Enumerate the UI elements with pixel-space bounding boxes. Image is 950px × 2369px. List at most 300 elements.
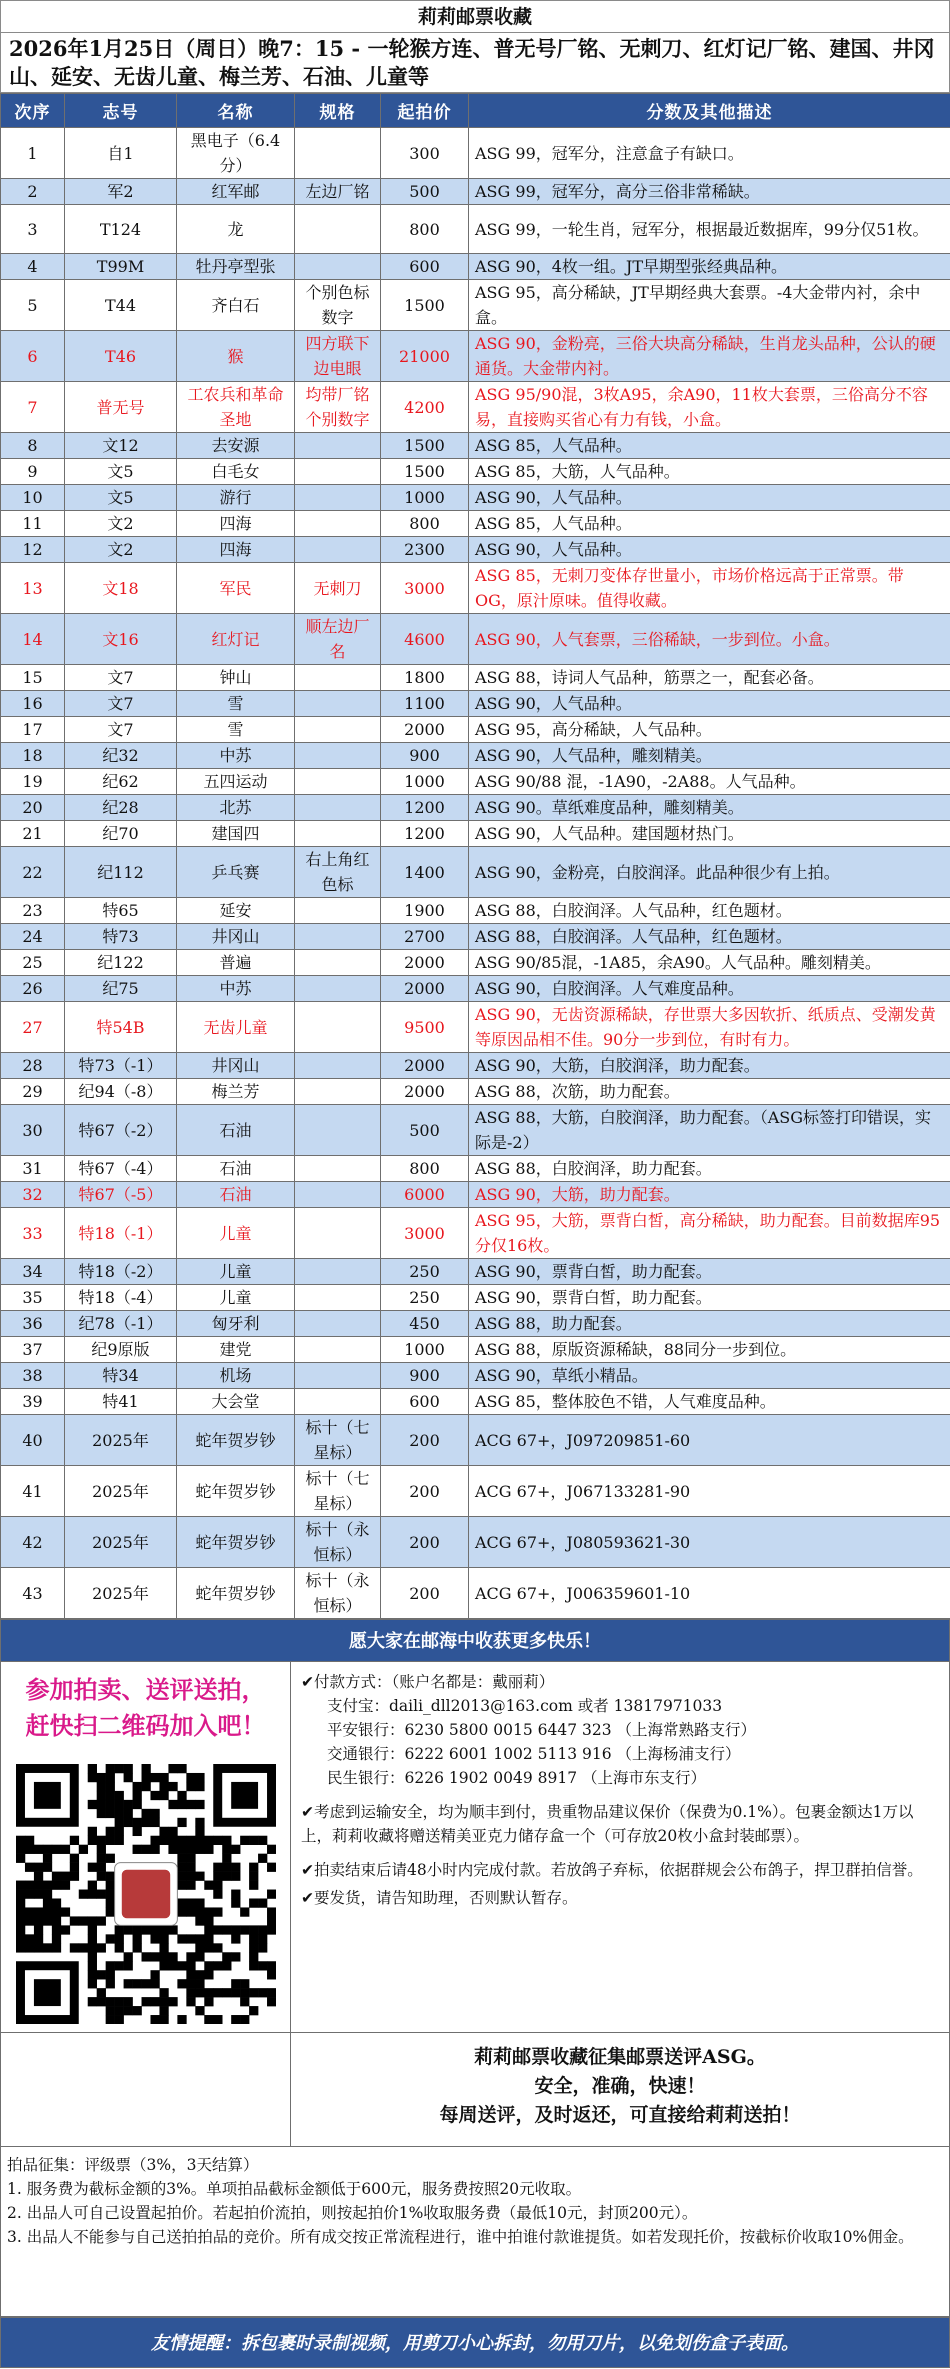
cell-code: T124 <box>65 205 177 254</box>
join-text-line-2: 赶快扫二维码加入吧！ <box>9 1708 282 1744</box>
cell-desc: ASG 90。草纸难度品种，雕刻精美。 <box>469 795 950 821</box>
cell-name: 梅兰芳 <box>177 1079 295 1105</box>
cell-name: 井冈山 <box>177 1053 295 1079</box>
cell-no: 10 <box>1 485 65 511</box>
cell-name: 工农兵和革命圣地 <box>177 382 295 433</box>
cell-desc: ASG 90，人气品种。 <box>469 691 950 717</box>
cell-no: 43 <box>1 1568 65 1619</box>
table-row <box>1 254 950 280</box>
col-header-price: 起拍价 <box>381 94 469 128</box>
cell-desc: ACG 67+，J006359601-10 <box>469 1568 950 1619</box>
table-row <box>1 1259 950 1285</box>
cell-code: 特73（-1） <box>65 1053 177 1079</box>
table-row <box>1 205 950 254</box>
cell-desc: ASG 85，整体胶色不错，人气难度品种。 <box>469 1389 950 1415</box>
cell-code: 2025年 <box>65 1568 177 1619</box>
cell-price: 4600 <box>381 614 469 665</box>
lot-table <box>0 93 950 1619</box>
cell-desc: ASG 90，人气品种。 <box>469 537 950 563</box>
cell-code: 特65 <box>65 898 177 924</box>
cell-no: 13 <box>1 563 65 614</box>
wish-banner: 愿大家在邮海中收获更多快乐！ <box>0 1619 950 1662</box>
table-row <box>1 1363 950 1389</box>
cell-name: 儿童 <box>177 1259 295 1285</box>
cell-spec <box>295 1105 381 1156</box>
cell-no: 20 <box>1 795 65 821</box>
col-header-no: 次序 <box>1 94 65 128</box>
cell-spec <box>295 743 381 769</box>
cell-desc: ASG 85，人气品种。 <box>469 511 950 537</box>
cell-code: 特73 <box>65 924 177 950</box>
cell-no: 7 <box>1 382 65 433</box>
cell-price: 600 <box>381 254 469 280</box>
cell-name: 钟山 <box>177 665 295 691</box>
cell-code: 特67（-5） <box>65 1182 177 1208</box>
cell-spec <box>295 205 381 254</box>
cell-no: 6 <box>1 331 65 382</box>
cell-name: 齐白石 <box>177 280 295 331</box>
table-row <box>1 459 950 485</box>
cell-code: T99M <box>65 254 177 280</box>
rules-title: 拍品征集：评级票（3%，3天结算） <box>7 2153 943 2177</box>
cell-spec: 标十（七星标） <box>295 1466 381 1517</box>
cell-code: 特67（-2） <box>65 1105 177 1156</box>
cell-no: 33 <box>1 1208 65 1259</box>
cell-code: 普无号 <box>65 382 177 433</box>
table-row <box>1 950 950 976</box>
cell-desc: ASG 88，原版资源稀缺，88同分一步到位。 <box>469 1337 950 1363</box>
cell-no: 41 <box>1 1466 65 1517</box>
cell-spec: 顺左边厂名 <box>295 614 381 665</box>
cell-no: 25 <box>1 950 65 976</box>
cell-spec <box>295 1363 381 1389</box>
cell-spec <box>295 1002 381 1053</box>
join-text-line-1: 参加拍卖、送评送拍， <box>9 1672 282 1708</box>
cell-price: 200 <box>381 1415 469 1466</box>
cell-price: 600 <box>381 1389 469 1415</box>
cell-desc: ASG 90，大筋，助力配套。 <box>469 1182 950 1208</box>
cell-code: 特67（-4） <box>65 1156 177 1182</box>
cell-price: 2000 <box>381 1053 469 1079</box>
cell-name: 建党 <box>177 1337 295 1363</box>
cell-spec <box>295 1311 381 1337</box>
cell-name: 去安源 <box>177 433 295 459</box>
cell-desc: ASG 95，大筋，票背白皙，高分稀缺，助力配套。目前数据库95分仅16枚。 <box>469 1208 950 1259</box>
cell-name: 中苏 <box>177 976 295 1002</box>
cell-spec <box>295 537 381 563</box>
cell-no: 15 <box>1 665 65 691</box>
rule-3: 3. 出品人不能参与自己送拍拍品的竞价。所有成交按正常流程进行，谁中拍谁付款谁提货。如若发现托价，按截标价收取10%佣金。 <box>7 2225 943 2249</box>
cell-desc: ASG 85，人气品种。 <box>469 433 950 459</box>
cell-price: 9500 <box>381 1002 469 1053</box>
cell-price: 450 <box>381 1311 469 1337</box>
cell-desc: ASG 90，无齿资源稀缺，存世票大多因软折、纸质点、受潮发黄等原因品相不佳。90分一步到位，有时有力。 <box>469 1002 950 1053</box>
asg-section <box>0 2033 950 2147</box>
cell-no: 11 <box>1 511 65 537</box>
cell-no: 16 <box>1 691 65 717</box>
asg-line-2: 安全，准确，快速！ <box>291 2072 949 2101</box>
cell-spec: 左边厂铭 <box>295 179 381 205</box>
cell-price: 2000 <box>381 950 469 976</box>
cell-price: 6000 <box>381 1182 469 1208</box>
cell-desc: ASG 85，无刺刀变体存世量小，市场价格远高于正常票。带OG，原汁原味。值得收藏。 <box>469 563 950 614</box>
cell-spec <box>295 1208 381 1259</box>
cell-spec: 无刺刀 <box>295 563 381 614</box>
shipping-note: ✔考虑到运输安全，均为顺丰到付，贵重物品建议保价（保费为0.1%）。包裹金额达1万以上，莉莉收藏将赠送精美亚克力储存盒一个（可存放20枚小盒封装邮票）。 <box>301 1800 939 1848</box>
cell-name: 石油 <box>177 1156 295 1182</box>
cell-spec <box>295 254 381 280</box>
table-row <box>1 537 950 563</box>
cell-no: 35 <box>1 1285 65 1311</box>
cell-price: 1800 <box>381 665 469 691</box>
table-row <box>1 128 950 179</box>
payment-title: ✔付款方式：（账户名都是：戴丽莉） <box>301 1670 939 1694</box>
asg-left-blank <box>1 2033 291 2146</box>
cell-desc: ASG 95，高分稀缺，人气品种。 <box>469 717 950 743</box>
cell-no: 27 <box>1 1002 65 1053</box>
cell-spec: 右上角红色标 <box>295 847 381 898</box>
cell-desc: ASG 88，诗词人气品种，筋票之一，配套必备。 <box>469 665 950 691</box>
cell-name: 建国四 <box>177 821 295 847</box>
cell-spec: 标十（七星标） <box>295 1415 381 1466</box>
cell-spec <box>295 1259 381 1285</box>
cell-spec: 标十（永恒标） <box>295 1568 381 1619</box>
table-row <box>1 1517 950 1568</box>
cell-name: 儿童 <box>177 1285 295 1311</box>
cell-price: 500 <box>381 179 469 205</box>
cell-spec <box>295 898 381 924</box>
cell-price: 2000 <box>381 717 469 743</box>
cell-spec <box>295 128 381 179</box>
cell-spec <box>295 1079 381 1105</box>
cell-no: 30 <box>1 1105 65 1156</box>
col-header-desc: 分数及其他描述 <box>469 94 950 128</box>
cell-name: 龙 <box>177 205 295 254</box>
cell-price: 800 <box>381 511 469 537</box>
cell-code: 特18（-2） <box>65 1259 177 1285</box>
rule-2: 2. 出品人可自己设置起拍价。若起拍价流拍，则按起拍价1%收取服务费（最低10元，封顶200元）。 <box>7 2201 943 2225</box>
cell-no: 26 <box>1 976 65 1002</box>
cell-name: 北苏 <box>177 795 295 821</box>
table-row <box>1 1079 950 1105</box>
cell-price: 1500 <box>381 459 469 485</box>
cell-no: 39 <box>1 1389 65 1415</box>
cell-desc: ASG 90，草纸小精品。 <box>469 1363 950 1389</box>
cell-spec <box>295 1156 381 1182</box>
cell-desc: ASG 90，票背白皙，助力配套。 <box>469 1259 950 1285</box>
cell-name: 机场 <box>177 1363 295 1389</box>
table-row <box>1 331 950 382</box>
cell-name: 乒乓赛 <box>177 847 295 898</box>
cell-name: 四海 <box>177 537 295 563</box>
cell-no: 29 <box>1 1079 65 1105</box>
cell-desc: ASG 90，大筋，白胶润泽，助力配套。 <box>469 1053 950 1079</box>
payment-section <box>0 1662 950 2033</box>
cell-spec <box>295 665 381 691</box>
page-subtitle: 2026年1月25日（周日）晚7：15 - 一轮猴方连、普无号厂铭、无刺刀、红灯记厂铭、建国、井冈山、延安、无齿儿童、梅兰芳、石油、儿童等 <box>0 32 950 93</box>
table-row <box>1 795 950 821</box>
footer-reminder: 友情提醒：拆包裹时录制视频，用剪刀小心拆封，勿用刀片，以免划伤盒子表面。 <box>0 2317 950 2368</box>
cell-code: 纪32 <box>65 743 177 769</box>
cell-spec <box>295 1337 381 1363</box>
cell-price: 1200 <box>381 795 469 821</box>
cell-desc: ASG 88，白胶润泽。人气品种，红色题材。 <box>469 898 950 924</box>
lot-table-body <box>1 128 950 1619</box>
cell-price: 2700 <box>381 924 469 950</box>
cell-code: 自1 <box>65 128 177 179</box>
payment-deadline-note: ✔拍卖结束后请48小时内完成付款。若放鸽子弃标，依据群规会公布鸽子，捍卫群拍信誉。 <box>301 1858 939 1882</box>
cell-price: 800 <box>381 1156 469 1182</box>
table-row <box>1 485 950 511</box>
cell-price: 2300 <box>381 537 469 563</box>
join-panel <box>1 1662 291 2032</box>
cell-no: 28 <box>1 1053 65 1079</box>
table-row <box>1 433 950 459</box>
cell-name: 普遍 <box>177 950 295 976</box>
cell-desc: ASG 99，冠军分，高分三俗非常稀缺。 <box>469 179 950 205</box>
cell-code: 纪122 <box>65 950 177 976</box>
cell-spec <box>295 769 381 795</box>
table-row <box>1 179 950 205</box>
cell-name: 四海 <box>177 511 295 537</box>
cell-price: 200 <box>381 1517 469 1568</box>
cell-code: T44 <box>65 280 177 331</box>
cell-code: 特41 <box>65 1389 177 1415</box>
table-row <box>1 1002 950 1053</box>
cell-price: 1500 <box>381 280 469 331</box>
cell-code: 2025年 <box>65 1517 177 1568</box>
table-row <box>1 665 950 691</box>
cell-price: 800 <box>381 205 469 254</box>
cell-price: 3000 <box>381 1208 469 1259</box>
cell-name: 蛇年贺岁钞 <box>177 1415 295 1466</box>
cell-name: 蛇年贺岁钞 <box>177 1517 295 1568</box>
cell-desc: ASG 99，冠军分，注意盒子有缺口。 <box>469 128 950 179</box>
table-row <box>1 563 950 614</box>
cell-name: 石油 <box>177 1105 295 1156</box>
cell-no: 24 <box>1 924 65 950</box>
cell-desc: ACG 67+，J067133281-90 <box>469 1466 950 1517</box>
cell-desc: ASG 90，人气品种。 <box>469 485 950 511</box>
cell-no: 21 <box>1 821 65 847</box>
cell-desc: ASG 88，助力配套。 <box>469 1311 950 1337</box>
cell-code: 文5 <box>65 485 177 511</box>
cell-code: 军2 <box>65 179 177 205</box>
payment-bocom: 交通银行：6222 6001 1002 5113 916 （上海杨浦支行） <box>301 1742 939 1766</box>
cell-code: 纪78（-1） <box>65 1311 177 1337</box>
cell-price: 2000 <box>381 1079 469 1105</box>
cell-price: 250 <box>381 1285 469 1311</box>
cell-code: 文2 <box>65 511 177 537</box>
cell-price: 1100 <box>381 691 469 717</box>
cell-price: 500 <box>381 1105 469 1156</box>
table-row <box>1 1311 950 1337</box>
cell-desc: ASG 88，白胶润泽。人气品种，红色题材。 <box>469 924 950 950</box>
cell-price: 2000 <box>381 976 469 1002</box>
cell-desc: ASG 85，大筋，人气品种。 <box>469 459 950 485</box>
table-row <box>1 717 950 743</box>
col-header-spec: 规格 <box>295 94 381 128</box>
asg-text <box>291 2033 949 2146</box>
cell-no: 8 <box>1 433 65 459</box>
cell-no: 31 <box>1 1156 65 1182</box>
cell-spec <box>295 1389 381 1415</box>
table-row <box>1 1466 950 1517</box>
cell-name: 延安 <box>177 898 295 924</box>
cell-name: 儿童 <box>177 1208 295 1259</box>
cell-code: 纪9原版 <box>65 1337 177 1363</box>
cell-no: 34 <box>1 1259 65 1285</box>
page-title: 莉莉邮票收藏 <box>0 0 950 32</box>
cell-no: 42 <box>1 1517 65 1568</box>
cell-no: 3 <box>1 205 65 254</box>
cell-spec <box>295 511 381 537</box>
cell-no: 1 <box>1 128 65 179</box>
cell-name: 大会堂 <box>177 1389 295 1415</box>
payment-info <box>291 1662 949 2032</box>
cell-code: 纪28 <box>65 795 177 821</box>
cell-code: 纪75 <box>65 976 177 1002</box>
cell-spec <box>295 433 381 459</box>
cell-price: 900 <box>381 1363 469 1389</box>
table-row <box>1 743 950 769</box>
cell-price: 1000 <box>381 769 469 795</box>
cell-desc: ASG 90，人气品种。建国题材热门。 <box>469 821 950 847</box>
cell-price: 1900 <box>381 898 469 924</box>
cell-desc: ASG 90，白胶润泽。人气难度品种。 <box>469 976 950 1002</box>
table-row <box>1 821 950 847</box>
cell-name: 匈牙利 <box>177 1311 295 1337</box>
cell-name: 红灯记 <box>177 614 295 665</box>
rule-1: 1. 服务费为截标金额的3%。单项拍品截标金额低于600元，服务费按照20元收取。 <box>7 2177 943 2201</box>
cell-name: 军民 <box>177 563 295 614</box>
cell-spec <box>295 691 381 717</box>
cell-code: 文2 <box>65 537 177 563</box>
cell-name: 雪 <box>177 717 295 743</box>
cell-price: 250 <box>381 1259 469 1285</box>
cell-price: 300 <box>381 128 469 179</box>
cell-no: 18 <box>1 743 65 769</box>
cell-desc: ASG 90/88 混，-1A90，-2A88。人气品种。 <box>469 769 950 795</box>
cell-no: 4 <box>1 254 65 280</box>
table-row <box>1 511 950 537</box>
cell-name: 猴 <box>177 331 295 382</box>
table-row <box>1 924 950 950</box>
cell-no: 23 <box>1 898 65 924</box>
col-header-code: 志号 <box>65 94 177 128</box>
table-row <box>1 280 950 331</box>
cell-no: 19 <box>1 769 65 795</box>
cell-desc: ASG 90，人气品种，雕刻精美。 <box>469 743 950 769</box>
cell-spec <box>295 795 381 821</box>
payment-minsheng: 民生银行：6226 1902 0049 8917 （上海市东支行） <box>301 1766 939 1790</box>
table-row <box>1 1182 950 1208</box>
cell-code: 2025年 <box>65 1415 177 1466</box>
cell-code: 文7 <box>65 665 177 691</box>
cell-name: 白毛女 <box>177 459 295 485</box>
cell-code: 特34 <box>65 1363 177 1389</box>
table-row <box>1 976 950 1002</box>
asg-line-3: 每周送评，及时返还，可直接给莉莉送拍！ <box>291 2101 949 2130</box>
cell-spec <box>295 1285 381 1311</box>
cell-desc: ASG 88，次筋，助力配套。 <box>469 1079 950 1105</box>
cell-price: 200 <box>381 1466 469 1517</box>
cell-spec <box>295 459 381 485</box>
cell-code: 特54B <box>65 1002 177 1053</box>
cell-no: 12 <box>1 537 65 563</box>
cell-desc: ASG 95，高分稀缺，JT早期经典大套票。-4大金带内衬，余中盒。 <box>469 280 950 331</box>
cell-spec <box>295 924 381 950</box>
table-row <box>1 1156 950 1182</box>
cell-desc: ACG 67+，J080593621-30 <box>469 1517 950 1568</box>
table-row <box>1 769 950 795</box>
cell-spec <box>295 485 381 511</box>
table-row <box>1 1415 950 1466</box>
cell-no: 38 <box>1 1363 65 1389</box>
cell-code: 特18（-1） <box>65 1208 177 1259</box>
cell-no: 2 <box>1 179 65 205</box>
cell-price: 1400 <box>381 847 469 898</box>
table-row <box>1 1105 950 1156</box>
cell-name: 黑电子（6.4分） <box>177 128 295 179</box>
cell-name: 蛇年贺岁钞 <box>177 1568 295 1619</box>
cell-code: 纪112 <box>65 847 177 898</box>
cell-name: 红军邮 <box>177 179 295 205</box>
cell-spec <box>295 1182 381 1208</box>
cell-name: 石油 <box>177 1182 295 1208</box>
cell-desc: ASG 90，金粉亮，白胶润泽。此品种很少有上拍。 <box>469 847 950 898</box>
cell-code: 2025年 <box>65 1466 177 1517</box>
payment-alipay: 支付宝：daili_dll2013@163.com 或者 13817971033 <box>301 1694 939 1718</box>
cell-price: 200 <box>381 1568 469 1619</box>
table-row <box>1 898 950 924</box>
cell-price: 4200 <box>381 382 469 433</box>
cell-desc: ASG 90，票背白皙，助力配套。 <box>469 1285 950 1311</box>
table-row <box>1 847 950 898</box>
cell-name: 中苏 <box>177 743 295 769</box>
cell-code: 文18 <box>65 563 177 614</box>
consignment-rules <box>0 2147 950 2317</box>
cell-spec <box>295 1053 381 1079</box>
asg-line-1: 莉莉邮票收藏征集邮票送评ASG。 <box>291 2043 949 2072</box>
cell-spec: 标十（永恒标） <box>295 1517 381 1568</box>
cell-spec <box>295 717 381 743</box>
cell-no: 37 <box>1 1337 65 1363</box>
cell-price: 1000 <box>381 1337 469 1363</box>
cell-desc: ASG 90/85混，-1A85，余A90。人气品种。雕刻精美。 <box>469 950 950 976</box>
cell-code: 纪94（-8） <box>65 1079 177 1105</box>
table-row <box>1 614 950 665</box>
cell-no: 40 <box>1 1415 65 1466</box>
cell-code: 文12 <box>65 433 177 459</box>
cell-name: 无齿儿童 <box>177 1002 295 1053</box>
table-row <box>1 1053 950 1079</box>
cell-desc: ASG 90，4枚一组。JT早期型张经典品种。 <box>469 254 950 280</box>
cell-desc: ASG 95/90混，3枚A95，余A90，11枚大套票，三俗高分不容易，直接购买省心有力有钱，小盒。 <box>469 382 950 433</box>
delivery-note: ✔要发货，请告知助理，否则默认暂存。 <box>301 1886 939 1910</box>
cell-no: 22 <box>1 847 65 898</box>
cell-spec: 个别色标数字 <box>295 280 381 331</box>
cell-name: 牡丹亭型张 <box>177 254 295 280</box>
cell-no: 32 <box>1 1182 65 1208</box>
cell-no: 9 <box>1 459 65 485</box>
payment-pingan: 平安银行：6230 5800 0015 6447 323 （上海常熟路支行） <box>301 1718 939 1742</box>
cell-spec <box>295 976 381 1002</box>
table-row <box>1 691 950 717</box>
cell-code: 纪70 <box>65 821 177 847</box>
qr-code-icon[interactable] <box>16 1764 276 2024</box>
cell-desc: ASG 88，大筋，白胶润泽，助力配套。（ASG标签打印错误，实际是-2） <box>469 1105 950 1156</box>
